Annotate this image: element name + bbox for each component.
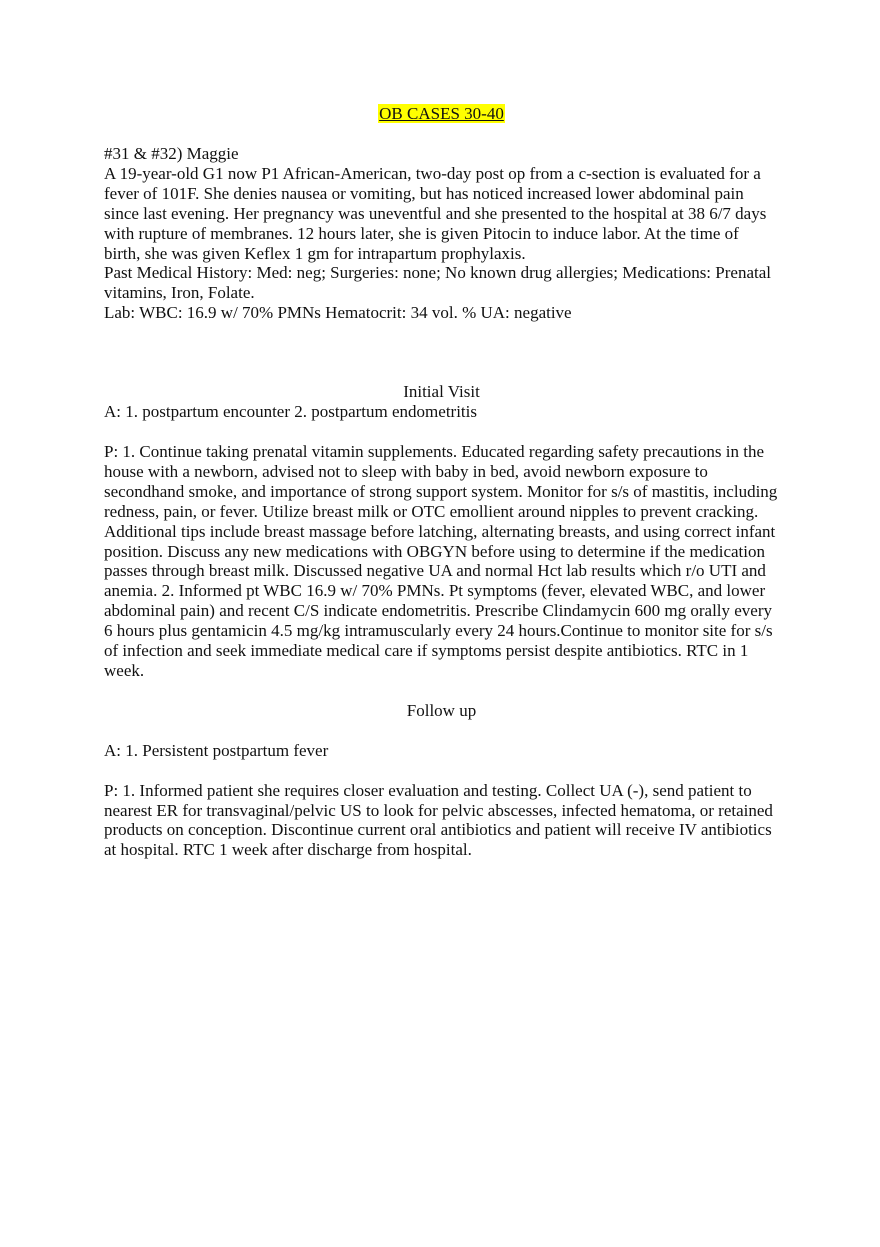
case-presentation: A 19-year-old G1 now P1 African-American, two-day post op from a c-section is evaluated for a fever of 101F. She denies nausea or vomiting, but has noticed increased lower abdominal pain since last evening. Her pregnancy was uneventful and she presented to the hospital at 38 6/7 days with rupture of membranes. 12 hours later, she is given Pitocin to induce labor. At the time of birth, she was given Keflex 1 gm for intrapartum prophylaxis. [104,163,767,263]
initial-visit-assessment: A: 1. postpartum encounter 2. postpartum endometritis [104,402,477,422]
spacer [104,721,779,741]
follow-up-assessment: A: 1. Persistent postpartum fever [104,740,329,760]
title-block [104,104,779,124]
follow-up-heading: Follow up [406,700,477,720]
initial-visit-plan: P: 1. Continue taking prenatal vitamin supplements. Educated regarding safety precautions in the house with a newborn, advised not to sleep with baby in bed, avoid newborn exposure to secondhand smoke, and importance of strong support system. Monitor for s/s of mastitis, including redness, pain, or fever. Utilize breast milk or OTC emollient around nipples to prevent cracking. Additional tips include breast massage before latching, alternating breasts, and using correct infant position. Discuss any new medications with OBGYN before using to determine if the medication passes through breast milk. Discussed negative UA and normal Hct lab results which r/o UTI and anemia. 2. Informed pt WBC 16.9 w/ 70% PMNs. Pt symptoms (fever, elevated WBC, and lower abdominal pain) and recent C/S indicate endometritis. Prescribe Clindamycin 600 mg orally every 6 hours plus gentamicin 4.5 mg/kg intramuscularly every 24 hours.Continue to monitor site for s/s of infection and seek immediate medical care if symptoms persist despite antibiotics. RTC in 1 week. [104,441,778,680]
case-heading: #31 & #32) Maggie [104,144,239,163]
spacer [104,323,779,382]
spacer [104,761,779,781]
spacer [104,681,779,701]
spacer [104,422,779,442]
document-title: OB CASES 30-40 [379,104,504,123]
past-medical-history: Past Medical History: Med: neg; Surgeries: none; No known drug allergies; Medications: Prenatal vitamins, Iron, Folate. [104,263,771,303]
initial-visit-heading: Initial Visit [403,382,480,402]
document-body [104,104,779,860]
lab-results: Lab: WBC: 16.9 w/ 70% PMNs Hematocrit: 34 vol. % UA: negative [104,303,572,323]
follow-up-plan: P: 1. Informed patient she requires closer evaluation and testing. Collect UA (-), send patient to nearest ER for transvaginal/pelvic US to look for pelvic abscesses, infected hematoma, or retained products on conception. Discontinue current oral antibiotics and patient will receive IV antibiotics at hospital. RTC 1 week after discharge from hospital. [104,780,773,860]
